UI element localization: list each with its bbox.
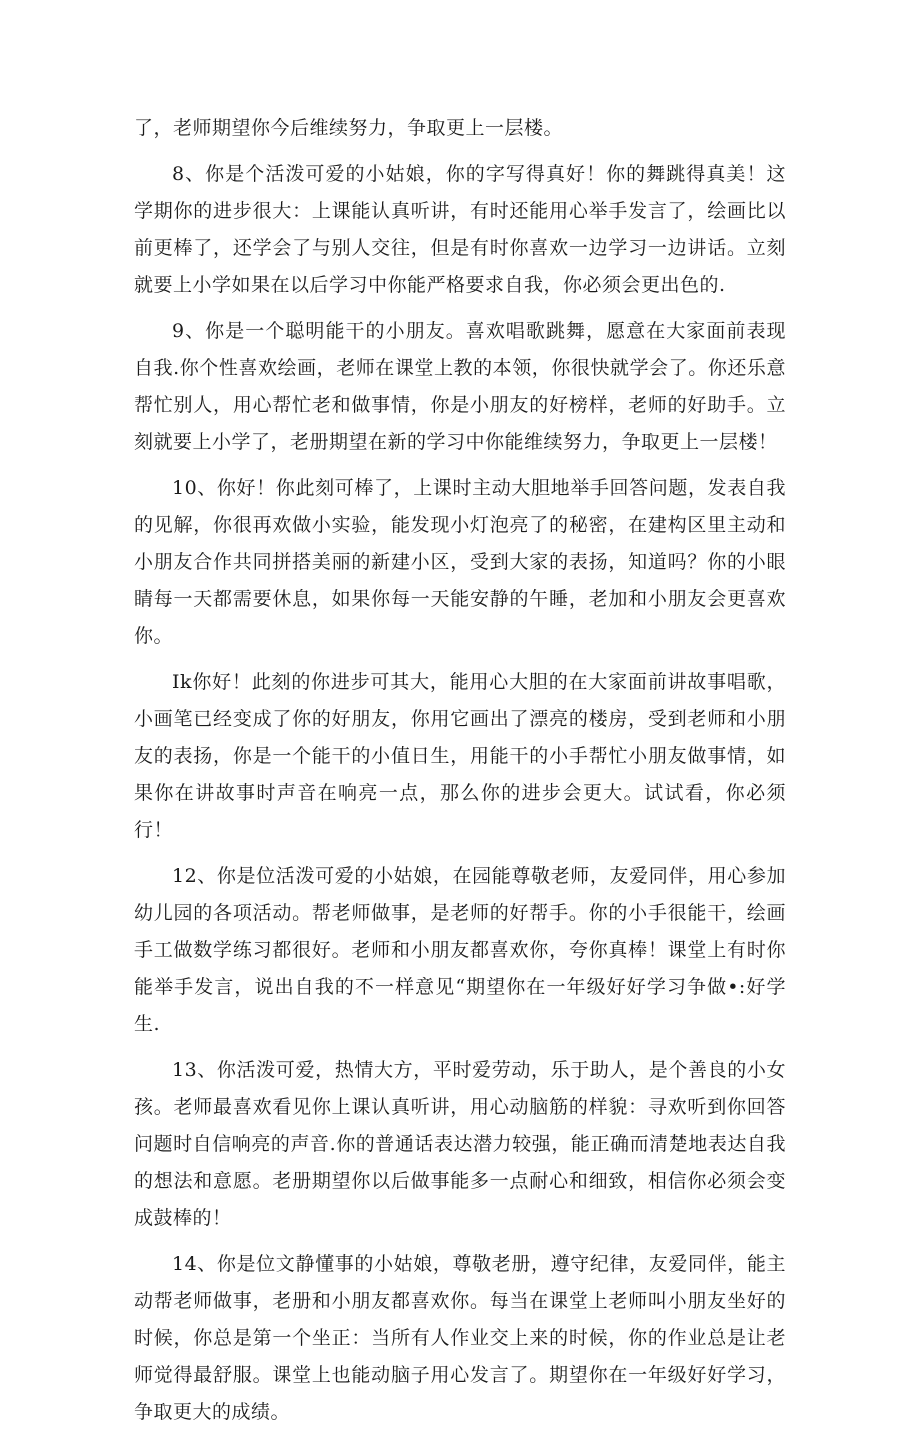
paragraph-13: 13、你活泼可爱，热情大方，平时爱劳动，乐于助人，是个善良的小女孩。老师最喜欢看见你上课认真听讲，用心动脑筋的样貌：寻欢听到你回答问题时自信响亮的声音.你的普通话表达潜力较强，能正确而清楚地表达自我的想法和意愿。老册期望你以后做事能多一点耐心和细致，相信你必须会变成鼓棒的！ [134, 1059, 786, 1229]
paragraph-11: Ik你好！此刻的你进步可其大，能用心大胆的在大家面前讲故事唱歌，小画笔已经变成了你的好朋友，你用它画出了漂亮的楼房，受到老师和小朋友的表扬，你是一个能干的小值日生，用能干的小手帮忙小朋友做事情，如果你在讲故事时声音在响亮一点，那么你的进步会更大。试试看，你必须行！ [134, 671, 786, 841]
paragraph-14: 14、你是位文静懂事的小姑娘，尊敬老册，遵守纪律，友爱同伴，能主动帮老师做事，老册和小朋友都喜欢你。每当在课堂上老师叫小朋友坐好的时候，你总是第一个坐正：当所有人作业交上来的时候，你的作业总是让老师觉得最舒服。课堂上也能动脑子用心发言了。期望你在一年级好好学习，争取更大的成绩。 [134, 1253, 786, 1423]
paragraph-10: 10、你好！你此刻可棒了，上课时主动大胆地举手回答问题，发表自我的见解，你很再欢做小实验，能发现小灯泡亮了的秘密，在建构区里主动和小朋友合作共同拼搭美丽的新建小区，受到大家的表扬，知道吗？你的小眼睛每一天都需要休息，如果你每一天能安静的午睡，老加和小朋友会更喜欢你。 [134, 477, 786, 647]
paragraph-12: 12、你是位活泼可爱的小姑娘，在园能尊敬老师，友爱同伴，用心参加幼儿园的各项活动。帮老师做事，是老师的好帮手。你的小手很能干，绘画手工做数学练习都很好。老师和小朋友都喜欢你，夸你真棒！课堂上有时你能举手发言，说出自我的不一样意见“期望你在一年级好好学习争做•:好学生. [134, 865, 786, 1035]
paragraph-9: 9、你是一个聪明能干的小朋友。喜欢唱歌跳舞，愿意在大家面前表现自我.你个性喜欢绘画，老师在课堂上教的本领，你很快就学会了。你还乐意帮忙别人，用心帮忙老和做事情，你是小朋友的好榜样，老师的好助手。立刻就要上小学了，老册期望在新的学习中你能维续努力，争取更上一层楼！ [134, 320, 786, 453]
paragraph-continuation: 了，老师期望你今后维续努力，争取更上一层楼。 [134, 117, 564, 139]
paragraph-8: 8、你是个活泼可爱的小姑娘，你的字写得真好！你的舞跳得真美！这学期你的进步很大：上课能认真听讲，有时还能用心举手发言了，绘画比以前更棒了，还学会了与别人交往，但是有时你喜欢一边学习一边讲话。立刻就要上小学如果在以后学习中你能严格要求自我，你必须会更出色的. [134, 163, 786, 296]
document-body [134, 110, 786, 1440]
